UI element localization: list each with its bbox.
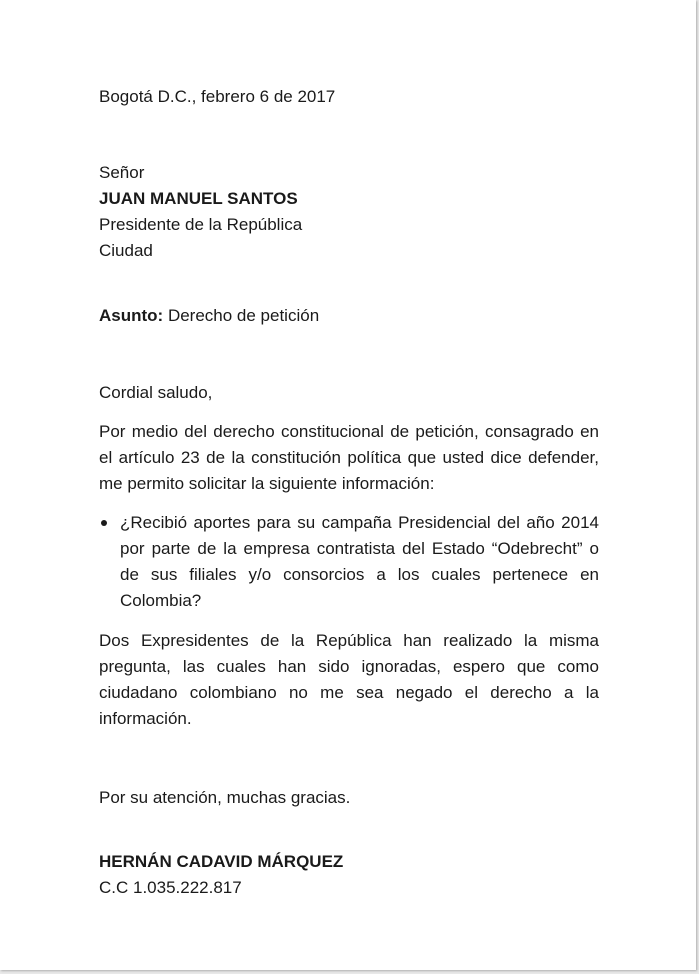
subject-text: Derecho de petición (163, 306, 320, 325)
recipient-city: Ciudad (99, 241, 153, 260)
recipient-salutation: Señor (99, 163, 145, 182)
place-date: Bogotá D.C., febrero 6 de 2017 (99, 87, 336, 106)
question-text: ¿Recibió aportes para su campaña Presidencial del año 2014 por parte de la empresa contratista del Estado “Odebrecht” o de sus filiales y/o consorcios a los cuales pertenece en Colombia? (120, 513, 599, 610)
recipient-name: JUAN MANUEL SANTOS (99, 189, 298, 208)
bullet-icon (101, 520, 107, 526)
subject-line (99, 303, 319, 329)
subject-label: Asunto: (99, 306, 164, 325)
paragraph-1: Por medio del derecho constitucional de petición, consagrado en el artículo 23 de la constitución política que usted dice defender, me permito solicitar la siguiente información: (99, 422, 599, 493)
recipient-title: Presidente de la República (99, 215, 303, 234)
signature-id: C.C 1.035.222.817 (99, 878, 242, 897)
signature-name: HERNÁN CADAVID MÁRQUEZ (99, 852, 344, 871)
paragraph-2: Dos Expresidentes de la República han realizado la misma pregunta, las cuales han sido ignoradas, espero que como ciudadano colombiano no me sea negado el derecho a la información. (99, 631, 599, 728)
greeting: Cordial saludo, (99, 383, 213, 402)
closing: Por su atención, muchas gracias. (99, 788, 351, 807)
